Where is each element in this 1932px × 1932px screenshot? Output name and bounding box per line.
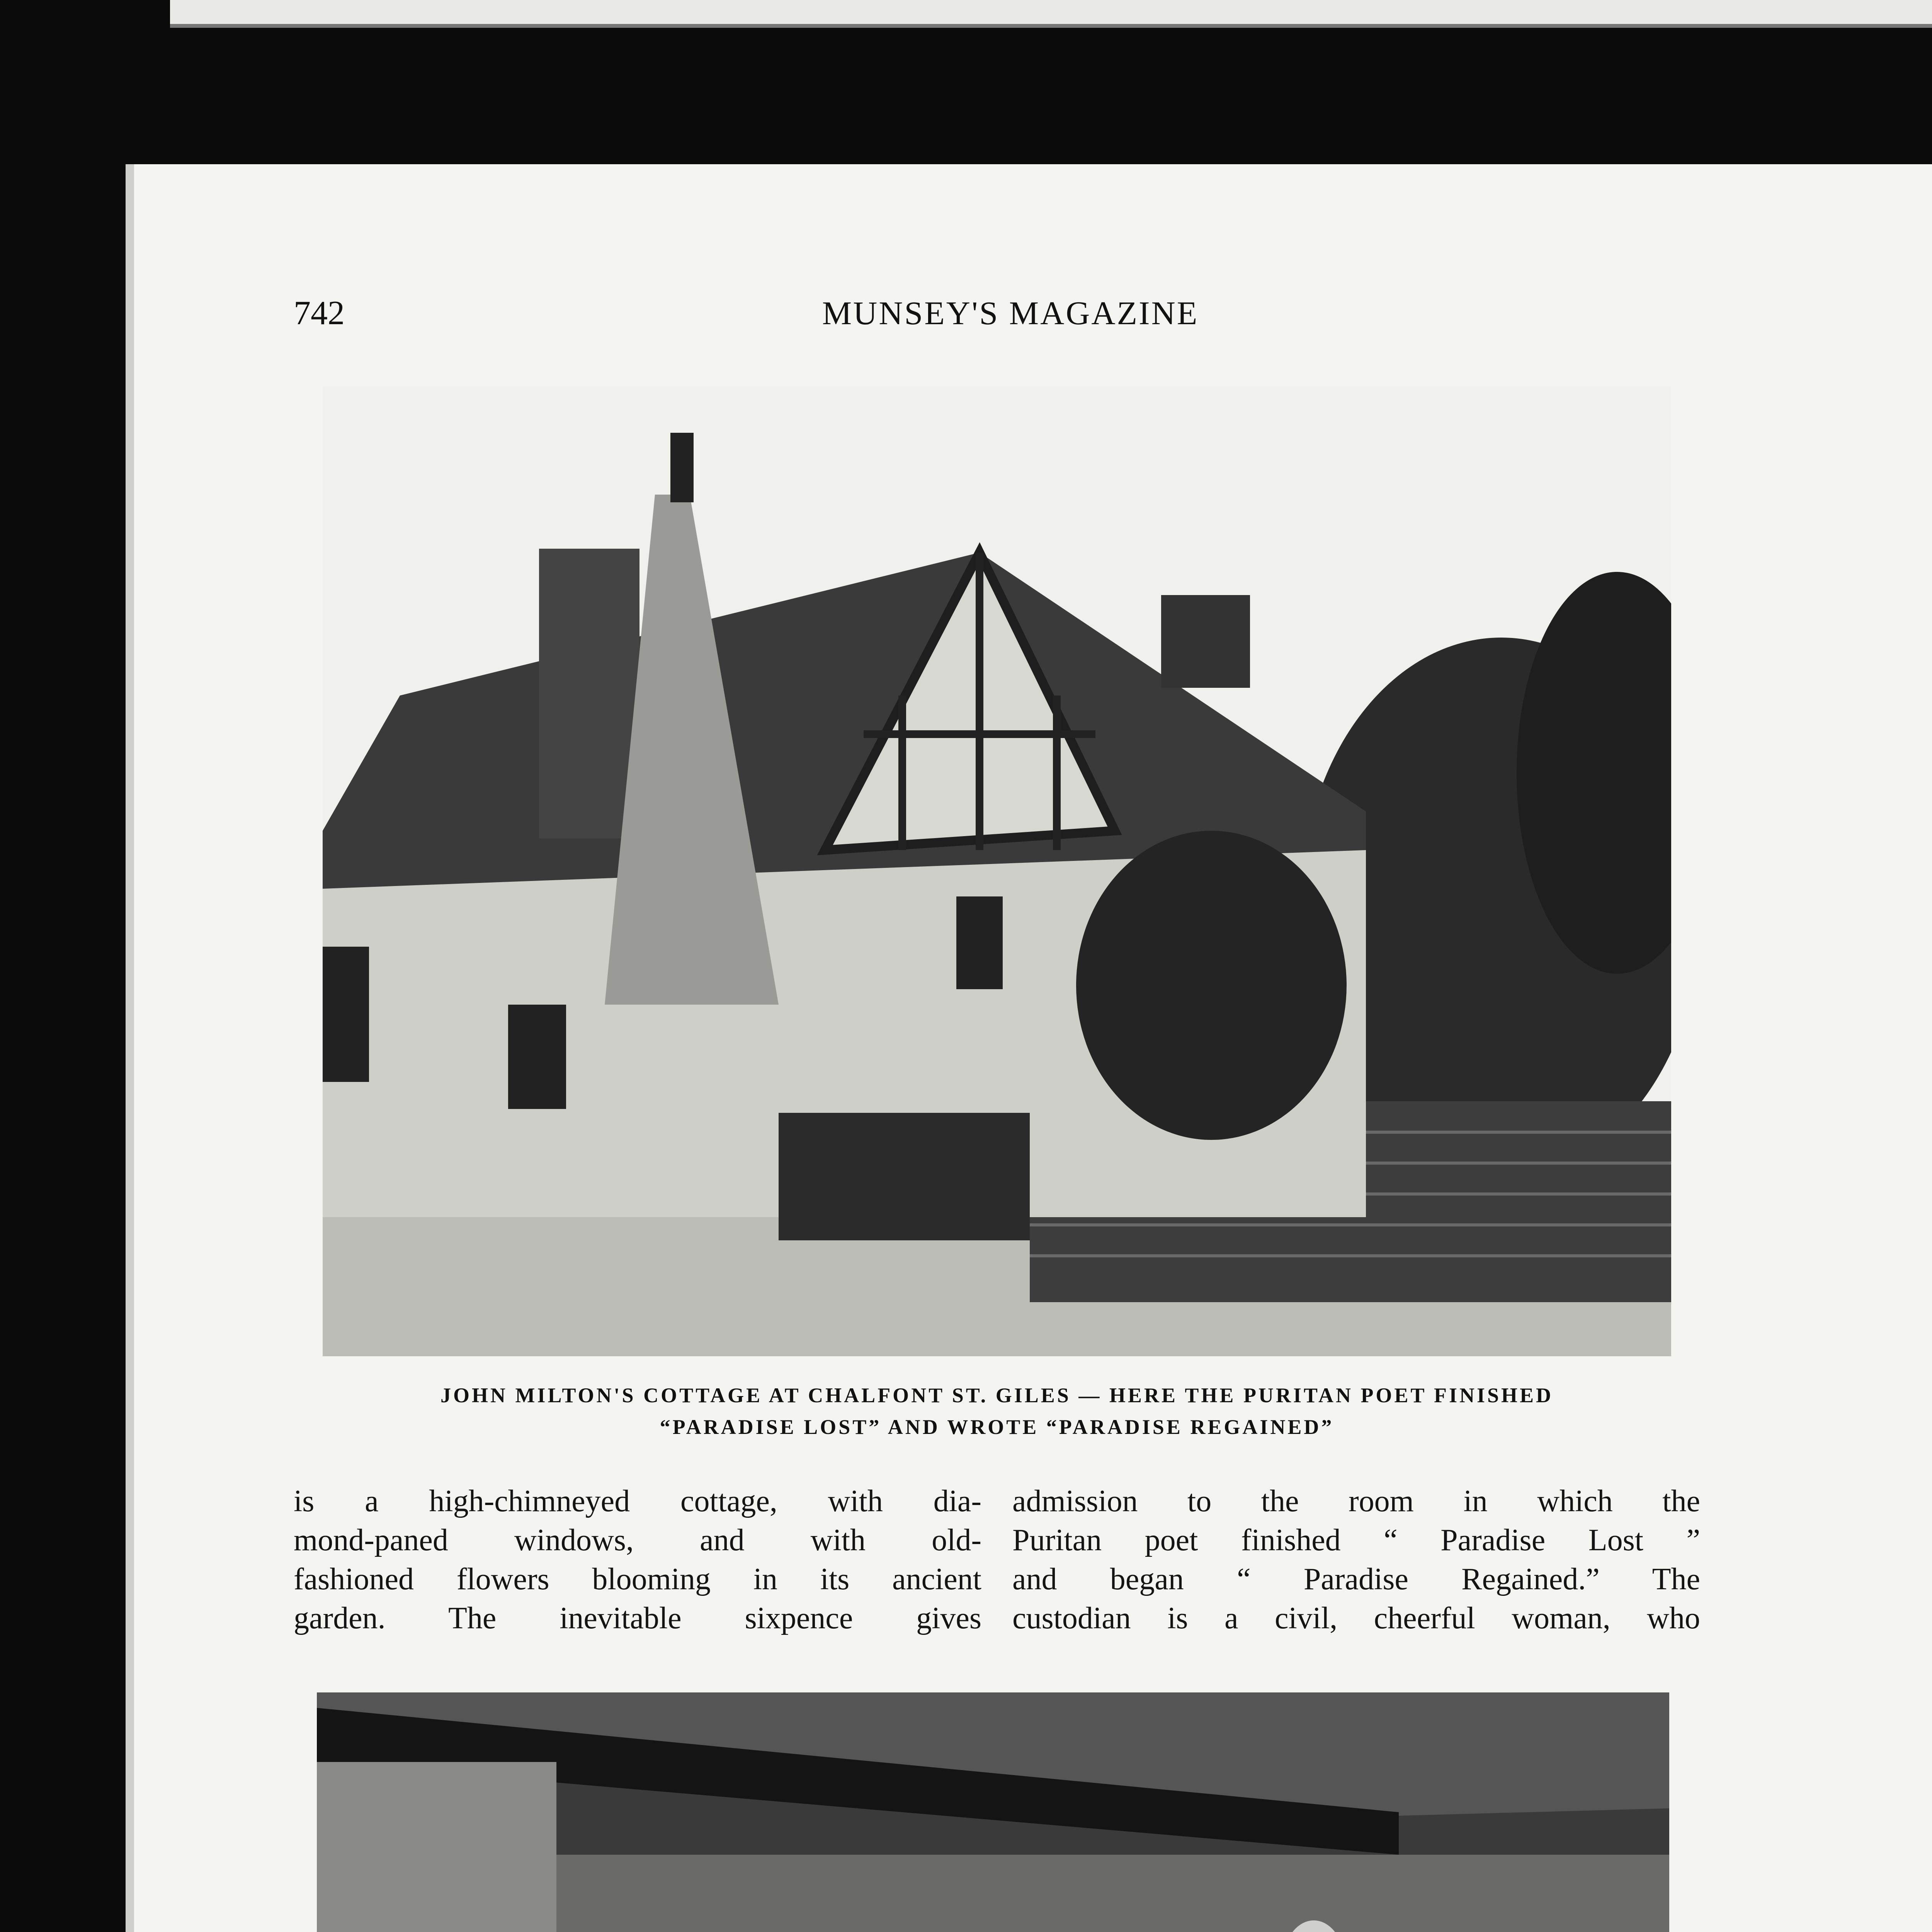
cottage-room-photo: [317, 1692, 1669, 1932]
running-title: MUNSEY'S MAGAZINE: [822, 294, 1199, 332]
text-line: garden. The inevitable sixpence gives: [294, 1601, 981, 1635]
page-number: 742: [294, 294, 345, 332]
text-line: custodian is a civil, cheerful woman, who: [1012, 1601, 1700, 1635]
caption-line: JOHN MILTON'S COTTAGE AT CHALFONT ST. GILES — HERE THE PURITAN POET FINISHED: [440, 1384, 1554, 1407]
text-line: is a high-chimneyed cottage, with dia-: [294, 1484, 981, 1518]
text-line: fashioned flowers blooming in its ancient: [294, 1562, 981, 1596]
text-line: mond-paned windows, and with old-: [294, 1523, 981, 1557]
text-line: admission to the room in which the: [1012, 1484, 1700, 1518]
cottage-exterior-photo: [323, 386, 1671, 1356]
caption-line: “PARADISE LOST” AND WROTE “PARADISE REGAINED”: [660, 1415, 1334, 1439]
page-header: [294, 294, 1727, 344]
body-column-right: [1012, 1482, 1700, 1638]
previous-page-rule: [170, 24, 1932, 28]
previous-page-edge: [170, 0, 1932, 24]
text-line: and began “ Paradise Regained.” The: [1012, 1562, 1700, 1596]
body-column-left: [294, 1482, 981, 1638]
cottage-exterior-caption: [317, 1379, 1677, 1443]
text-line: Puritan poet finished “ Paradise Lost ”: [1012, 1523, 1700, 1557]
